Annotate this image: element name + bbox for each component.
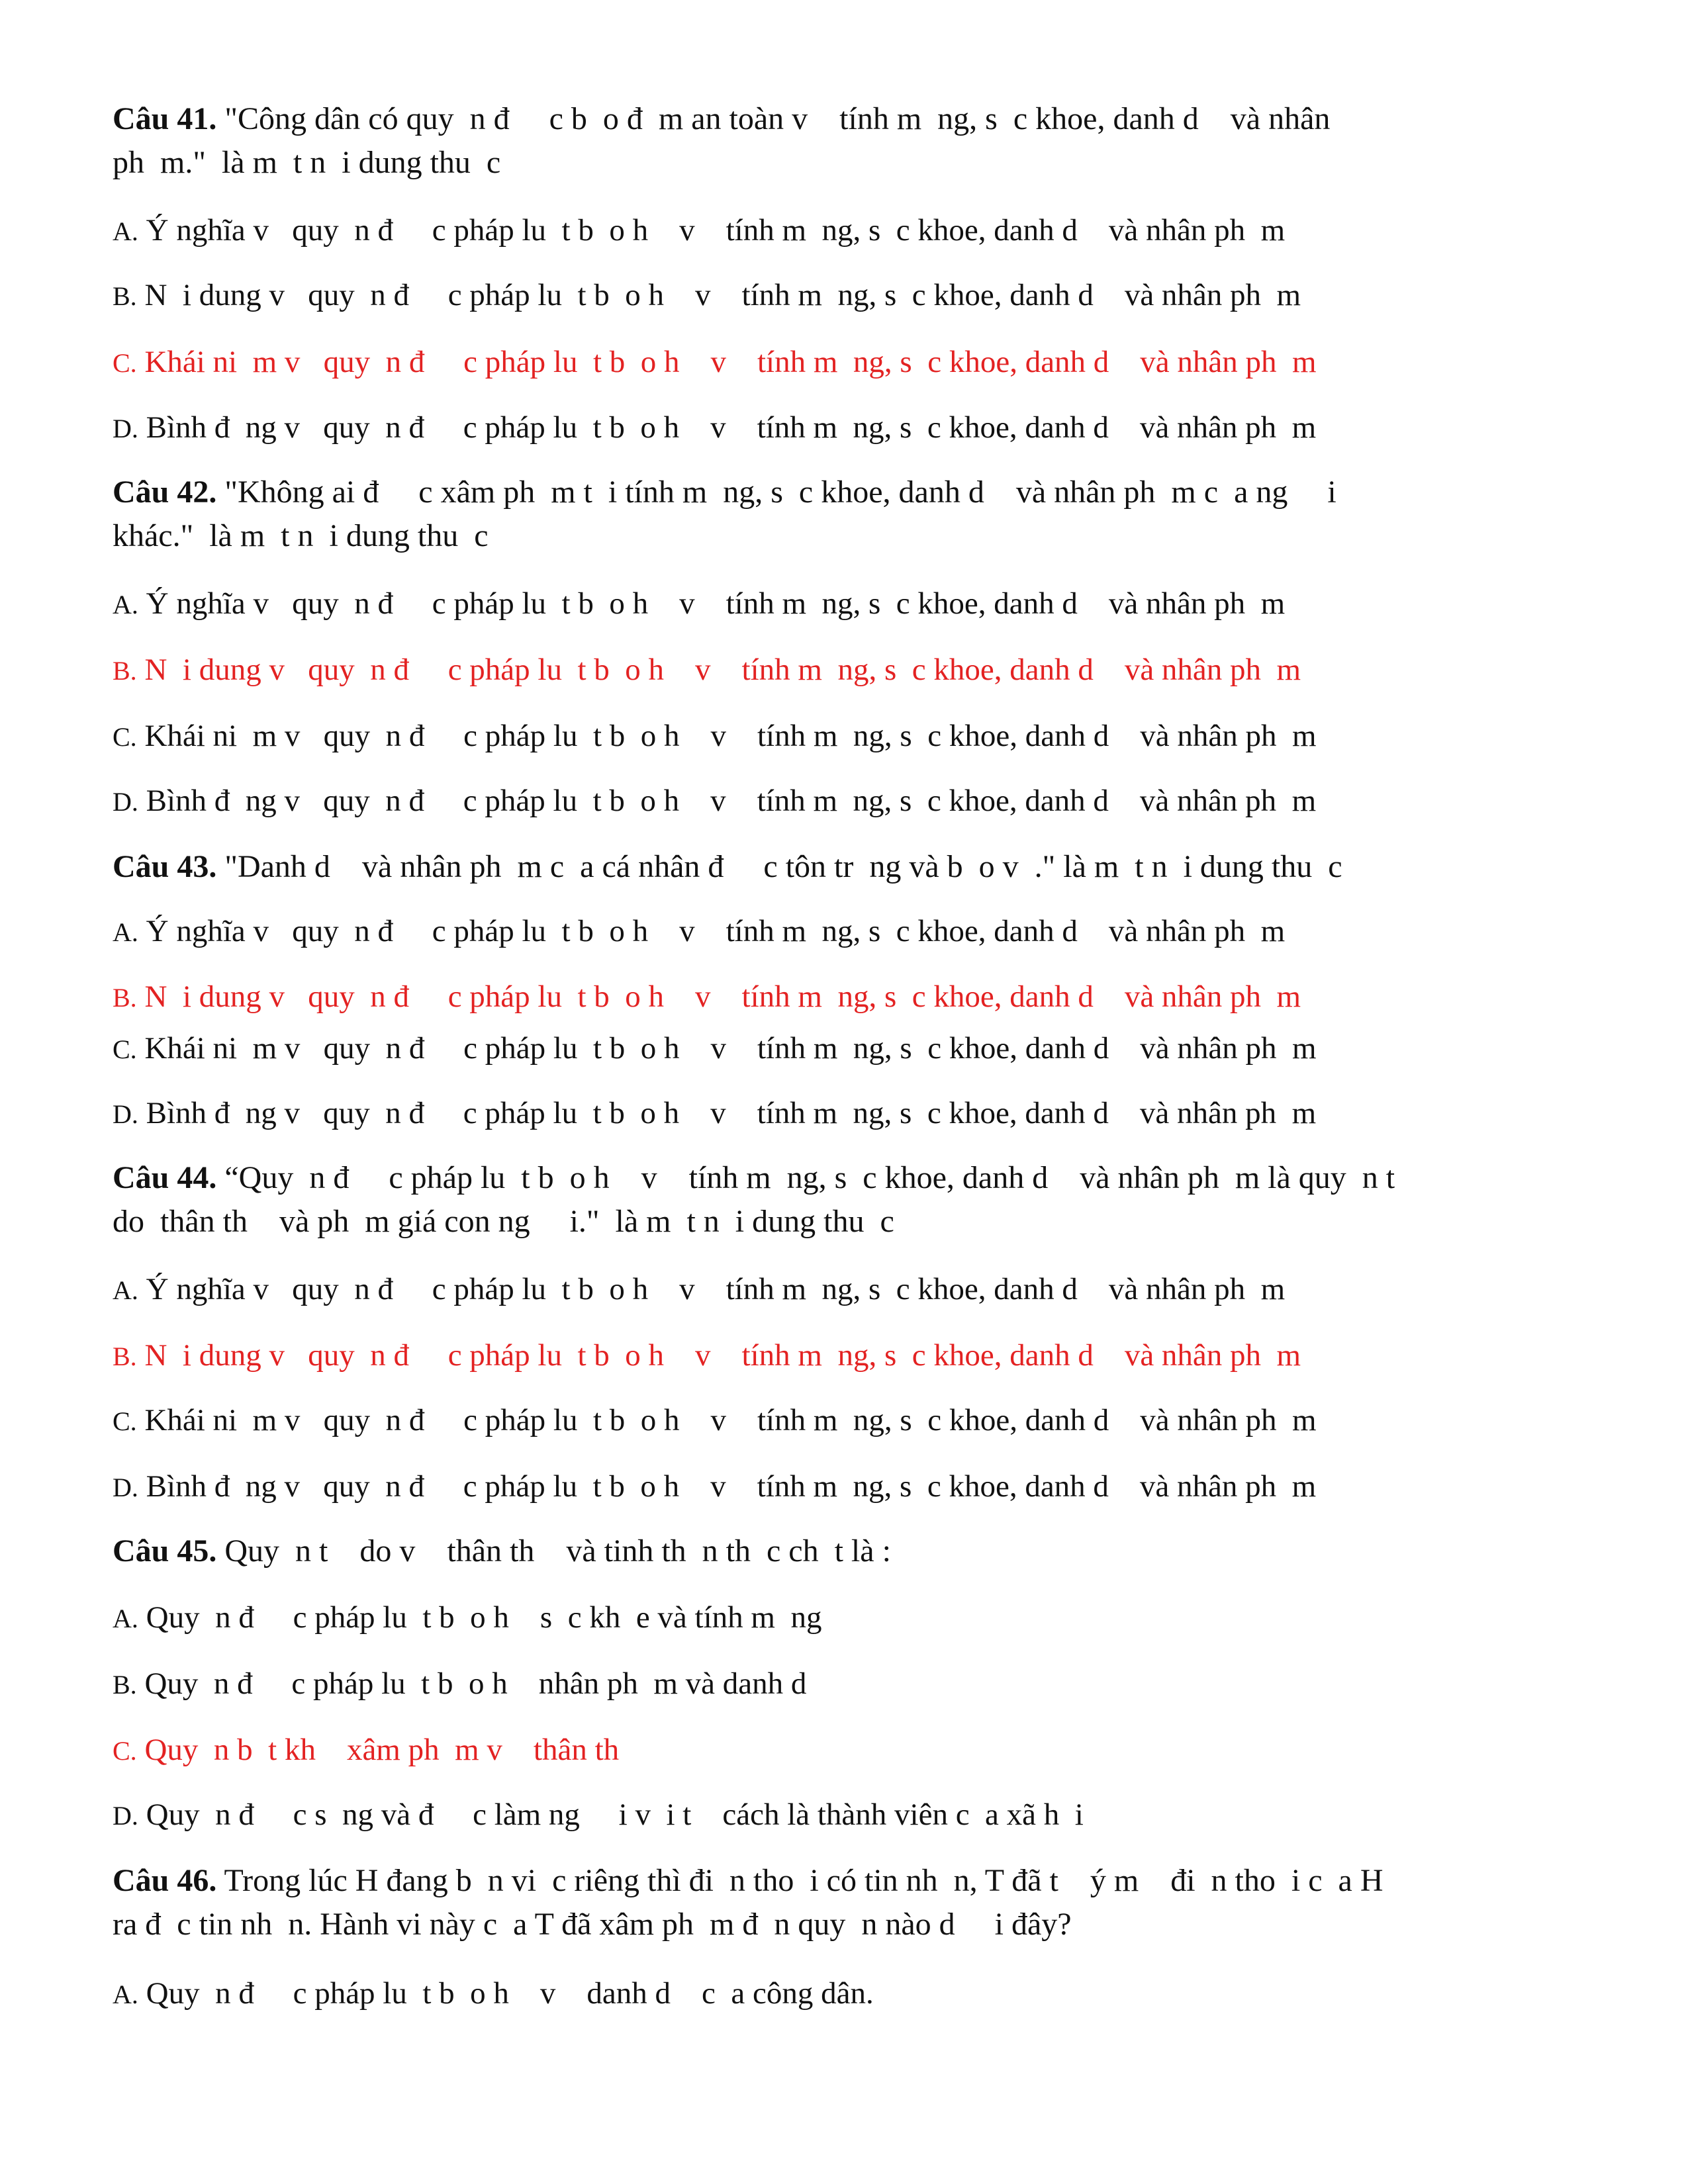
question-41-option-d[interactable]	[113, 408, 1316, 449]
question-41-option-c-correct[interactable]	[113, 342, 1317, 383]
question-44-option-d[interactable]	[113, 1467, 1316, 1508]
question-44-line-2	[113, 1202, 894, 1242]
question-42-option-d[interactable]	[113, 781, 1316, 822]
option-letter: D.	[113, 1099, 138, 1129]
question-43-option-a[interactable]	[113, 911, 1285, 952]
option-text: Bình đ ng v quy n đ c pháp lu t b o h v tính m ng, s c khoe, danh d và nhân ph m	[146, 1096, 1317, 1130]
question-43-option-c[interactable]	[113, 1028, 1317, 1069]
question-44-number: Câu 44.	[113, 1160, 217, 1195]
question-45-option-d[interactable]	[113, 1795, 1084, 1836]
question-44-text: “Quy n đ c pháp lu t b o h v tính m ng, s c khoe, danh d và nhân ph m là quy n t	[224, 1160, 1395, 1195]
option-text: N i dung v quy n đ c pháp lu t b o h v tính m ng, s c khoe, danh d và nhân ph m	[144, 979, 1301, 1014]
option-text: Ý nghĩa v quy n đ c pháp lu t b o h v tính m ng, s c khoe, danh d và nhân ph m	[146, 1272, 1286, 1306]
option-text: Quy n b t kh xâm ph m v thân th	[144, 1733, 620, 1767]
question-44-line-1	[113, 1158, 1395, 1198]
option-letter: D.	[113, 1801, 138, 1831]
question-43-number: Câu 43.	[113, 849, 217, 884]
option-text: Khái ni m v quy n đ c pháp lu t b o h v tính m ng, s c khoe, danh d và nhân ph m	[144, 1403, 1317, 1437]
question-45-text: Quy n t do v thân th và tinh th n th c ch t là :	[224, 1533, 891, 1569]
option-letter: B.	[113, 281, 137, 311]
option-letter: A.	[113, 1275, 138, 1305]
option-letter: B.	[113, 1670, 137, 1700]
option-text: Bình đ ng v quy n đ c pháp lu t b o h v tính m ng, s c khoe, danh d và nhân ph m	[146, 784, 1317, 818]
question-42-number: Câu 42.	[113, 475, 217, 510]
question-42-option-c[interactable]	[113, 716, 1317, 757]
question-45-option-a[interactable]	[113, 1598, 821, 1639]
option-letter: A.	[113, 216, 138, 246]
option-letter: C.	[113, 1406, 137, 1436]
question-45-line-1	[113, 1531, 891, 1571]
question-46-line-1	[113, 1861, 1383, 1901]
question-42-line-2	[113, 516, 489, 556]
question-44-text-cont: do thân th và ph m giá con ng i." là m t n i dung thu c	[113, 1204, 894, 1239]
option-text: Bình đ ng v quy n đ c pháp lu t b o h v tính m ng, s c khoe, danh d và nhân ph m	[146, 1469, 1317, 1504]
option-letter: B.	[113, 656, 137, 686]
option-text: Bình đ ng v quy n đ c pháp lu t b o h v tính m ng, s c khoe, danh d và nhân ph m	[146, 410, 1317, 445]
question-45-option-c-correct[interactable]	[113, 1730, 619, 1771]
option-letter: C.	[113, 1736, 137, 1766]
question-41-line-2	[113, 143, 500, 183]
question-45-number: Câu 45.	[113, 1533, 217, 1569]
option-text: Quy n đ c s ng và đ c làm ng i v i t cách là thành viên c a xã h i	[146, 1797, 1084, 1832]
question-43-option-b-correct[interactable]	[113, 977, 1301, 1018]
question-46-number: Câu 46.	[113, 1863, 217, 1898]
option-text: Khái ni m v quy n đ c pháp lu t b o h v tính m ng, s c khoe, danh d và nhân ph m	[144, 719, 1317, 753]
option-text: Ý nghĩa v quy n đ c pháp lu t b o h v tính m ng, s c khoe, danh d và nhân ph m	[146, 213, 1286, 248]
question-45-option-b[interactable]	[113, 1664, 806, 1705]
option-text: Ý nghĩa v quy n đ c pháp lu t b o h v tính m ng, s c khoe, danh d và nhân ph m	[146, 914, 1286, 948]
option-letter: C.	[113, 722, 137, 752]
question-42-option-b-correct[interactable]	[113, 650, 1301, 691]
option-letter: A.	[113, 1979, 138, 2009]
option-text: Quy n đ c pháp lu t b o h s c kh e và tính m ng	[146, 1600, 822, 1635]
option-letter: B.	[113, 1342, 137, 1371]
question-46-option-a[interactable]	[113, 1974, 874, 2015]
question-41-line-1	[113, 99, 1330, 139]
question-41-option-b[interactable]	[113, 275, 1301, 316]
question-44-option-c[interactable]	[113, 1400, 1317, 1441]
option-text: N i dung v quy n đ c pháp lu t b o h v tính m ng, s c khoe, danh d và nhân ph m	[144, 653, 1301, 687]
question-46-text-cont: ra đ c tin nh n. Hành vi này c a T đã xâm ph m đ n quy n nào d i đây?	[113, 1907, 1072, 1942]
question-44-option-b-correct[interactable]	[113, 1336, 1301, 1377]
option-letter: C.	[113, 1034, 137, 1064]
question-43-option-d[interactable]	[113, 1093, 1316, 1134]
question-41-number: Câu 41.	[113, 101, 217, 136]
option-text: N i dung v quy n đ c pháp lu t b o h v tính m ng, s c khoe, danh d và nhân ph m	[144, 1338, 1301, 1373]
question-41-option-a[interactable]	[113, 210, 1285, 251]
question-43-line-1	[113, 847, 1342, 887]
question-42-text-cont: khác." là m t n i dung thu c	[113, 518, 489, 553]
option-text: Quy n đ c pháp lu t b o h nhân ph m và danh d	[144, 1666, 807, 1701]
option-letter: A.	[113, 917, 138, 947]
option-text: Quy n đ c pháp lu t b o h v danh d c a công dân.	[146, 1976, 874, 2011]
option-text: Ý nghĩa v quy n đ c pháp lu t b o h v tính m ng, s c khoe, danh d và nhân ph m	[146, 586, 1286, 621]
question-44-option-a[interactable]	[113, 1269, 1285, 1310]
option-letter: D.	[113, 1473, 138, 1502]
question-42-text: "Không ai đ c xâm ph m t i tính m ng, s c khoe, danh d và nhân ph m c a ng i	[224, 475, 1336, 510]
question-46-line-2	[113, 1905, 1072, 1944]
option-letter: D.	[113, 414, 138, 443]
option-text: N i dung v quy n đ c pháp lu t b o h v tính m ng, s c khoe, danh d và nhân ph m	[144, 278, 1301, 312]
option-text: Khái ni m v quy n đ c pháp lu t b o h v tính m ng, s c khoe, danh d và nhân ph m	[144, 1031, 1317, 1066]
question-43-text: "Danh d và nhân ph m c a cá nhân đ c tôn tr ng và b o v ." là m t n i dung thu c	[224, 849, 1342, 884]
option-letter: D.	[113, 787, 138, 817]
option-letter: B.	[113, 983, 137, 1013]
question-42-option-a[interactable]	[113, 584, 1285, 625]
question-41-text-cont: ph m." là m t n i dung thu c	[113, 145, 501, 180]
option-letter: A.	[113, 590, 138, 619]
option-letter: C.	[113, 348, 137, 378]
option-letter: A.	[113, 1604, 138, 1633]
question-41-text: "Công dân có quy n đ c b o đ m an toàn v tính m ng, s c khoe, danh d và nhân	[224, 101, 1331, 136]
option-text: Khái ni m v quy n đ c pháp lu t b o h v tính m ng, s c khoe, danh d và nhân ph m	[144, 345, 1317, 379]
question-42-line-1	[113, 473, 1336, 512]
question-46-text: Trong lúc H đang b n vi c riêng thì đi n tho i có tin nh n, T đã t ý m đi n tho i c a H	[224, 1863, 1383, 1898]
